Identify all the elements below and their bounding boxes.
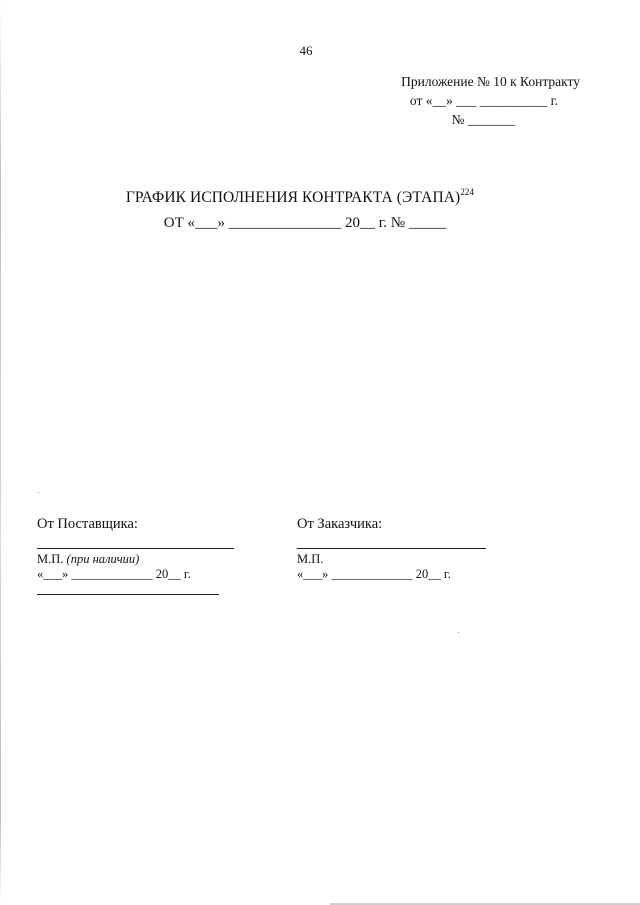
customer-stamp-label: М.П. <box>297 552 324 566</box>
scan-speck <box>38 492 39 493</box>
appendix-title: Приложение № 10 к Контракту <box>401 74 580 89</box>
appendix-date: от «__» ___ __________ г. <box>409 93 558 108</box>
appendix-number: № _______ <box>451 112 515 127</box>
document-subtitle: ОТ «___» _______________ 20__ г. № _____ <box>163 215 447 231</box>
customer-signature-line <box>297 548 486 549</box>
supplier-stamp-note: (при наличии) <box>66 552 140 566</box>
document-title-text: ГРАФИК ИСПОЛНЕНИЯ КОНТРАКТА (ЭТАПА) <box>125 189 461 206</box>
supplier-date: «___» _____________ 20__ г. <box>37 567 191 581</box>
appendix-header <box>401 72 580 129</box>
title-footnote-ref: 224 <box>460 187 475 197</box>
scan-edge-left <box>0 0 1 905</box>
supplier-stamp-label: М.П. <box>37 552 64 566</box>
customer-date: «___» _____________ 20__ г. <box>297 567 451 581</box>
supplier-extra-line <box>37 594 219 595</box>
customer-label: От Заказчика: <box>297 516 383 532</box>
document-title <box>0 187 600 207</box>
supplier-stamp <box>37 552 139 567</box>
supplier-label: От Поставщика: <box>37 516 138 532</box>
page-number: 46 <box>299 43 313 58</box>
scan-speck <box>458 632 459 633</box>
supplier-signature-line <box>37 548 234 549</box>
